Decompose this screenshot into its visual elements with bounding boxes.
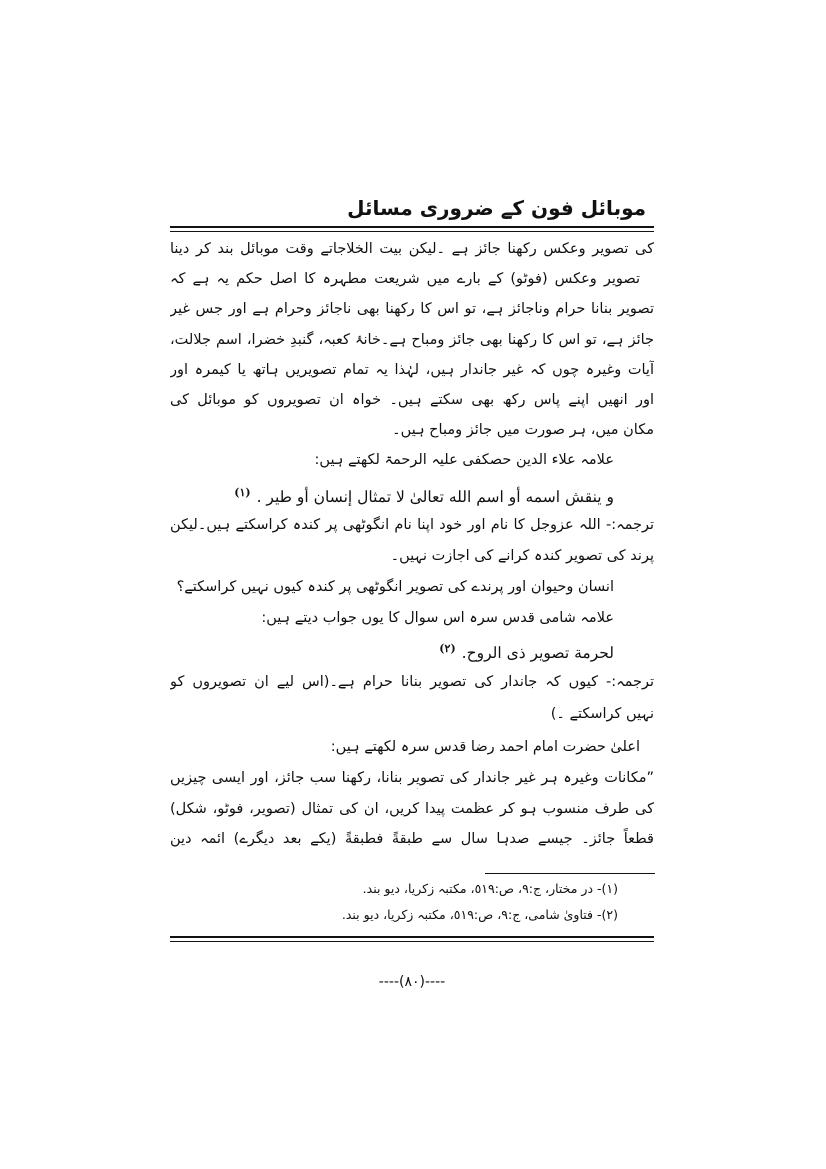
body-line: تصویر وعکس (فوٹو) کے بارے میں شریعت مطہرہ کا اصل حکم یہ ہے کہ (170, 271, 640, 287)
quote-intro: اعلیٰ حضرت امام احمد رضا قدس سرہ لکھتے ہیں: (330, 739, 640, 755)
body-line: اور انھیں اپنے پاس رکھ بھی سکتے ہیں۔ خواہ ان تصویروں کو موبائل کی (170, 392, 654, 408)
arabic-quote (170, 482, 654, 508)
quote-line: قطعاً جائز۔ جیسے صدہا سال سے طبقةً فطبقةً (یکے بعد دیگرے) ائمہ دین (170, 831, 654, 847)
quote-line: کی طرف منسوب ہو کر عظمت پیدا کریں، ان کی تمثال (تصویر، فوٹو، شکل) (170, 801, 654, 817)
arabic-quote-text: لحرمة تصویر ذی الروح. (461, 644, 614, 663)
header-rule-bottom (170, 231, 654, 232)
footnote-ref-2[interactable]: (٢) (439, 642, 456, 655)
footnote: (٢)- فتاویٰ شامی، ج:٩، ص:٥١٩، مکتبہ زکریا، دیو بند. (341, 907, 618, 922)
header-rule-top (170, 226, 654, 228)
footnote-ref-1[interactable]: (١) (234, 486, 251, 499)
translation-line: پرند کی تصویر کندہ کرانے کی اجازت نہیں۔ (390, 548, 654, 564)
translation-line: نہیں کراسکتے ۔) (550, 706, 654, 722)
footnote: (١)- در مختار، ج:٩، ص:٥١٩، مکتبہ زکریا، دیو بند. (362, 881, 618, 896)
arabic-quote (170, 638, 654, 664)
translation-line: ترجمہ:- کیوں کہ جاندار کی تصویر بنانا حرام ہے۔(اس لیے ان تصویروں کو (170, 674, 654, 690)
footnote-separator (485, 873, 655, 874)
body-line: کی تصویر وعکس رکھنا جائز ہے ۔لیکن بیت الخلاجاتے وقت موبائل بند کر دینا (170, 241, 654, 257)
translation-line: ترجمہ:- اللہ عزوجل کا نام اور خود اپنا نام انگوٹھی پر کندہ کراسکتے ہیں۔لیکن (170, 517, 654, 533)
quote-intro: علامہ علاء الدین حصکفی علیہ الرحمۃ لکھتے ہیں: (314, 452, 614, 468)
body-line: تصویر بنانا حرام وناجائز ہے، تو اس کا رکھنا بھی ناجائز وحرام ہے اور جس غیر (170, 301, 654, 317)
quote-line: ”مکانات وغیرہ ہر غیر جاندار کی تصویر بنانا، رکھنا سب جائز، اور ایسی چیزیں (170, 770, 654, 786)
quote-intro: علامہ شامی قدس سرہ اس سوال کا یوں جواب دیتے ہیں: (261, 610, 614, 626)
body-line: جائز ہے، تو اس کا رکھنا بھی جائز ومباح ہے۔خانۂ کعبہ، گنبدِ خضرا، اسم جلالت، (170, 332, 654, 348)
running-header-title: موبائل فون کے ضروری مسائل (347, 196, 646, 220)
page-number: ----(٨٠)---- (378, 974, 446, 990)
question-line: انسان وحیوان اور پرندے کی تصویر انگوٹھی پر کندہ کیوں نہیں کراسکتے؟ (176, 579, 614, 595)
footer-rule-bottom (170, 941, 654, 942)
footer-rule-top (170, 936, 654, 938)
body-line: آیات وغیرہ چوں کہ غیر جاندار ہیں، لہٰذا یہ تمام تصویریں ہاتھ یا کیمرہ اور (170, 362, 654, 378)
body-line: مکان میں، ہر صورت میں جائز ومباح ہیں۔ (392, 422, 654, 438)
arabic-quote-text: و ینقش اسمه أو اسم الله تعالیٰ لا تمثال إنسان أو طیر . (256, 488, 614, 507)
